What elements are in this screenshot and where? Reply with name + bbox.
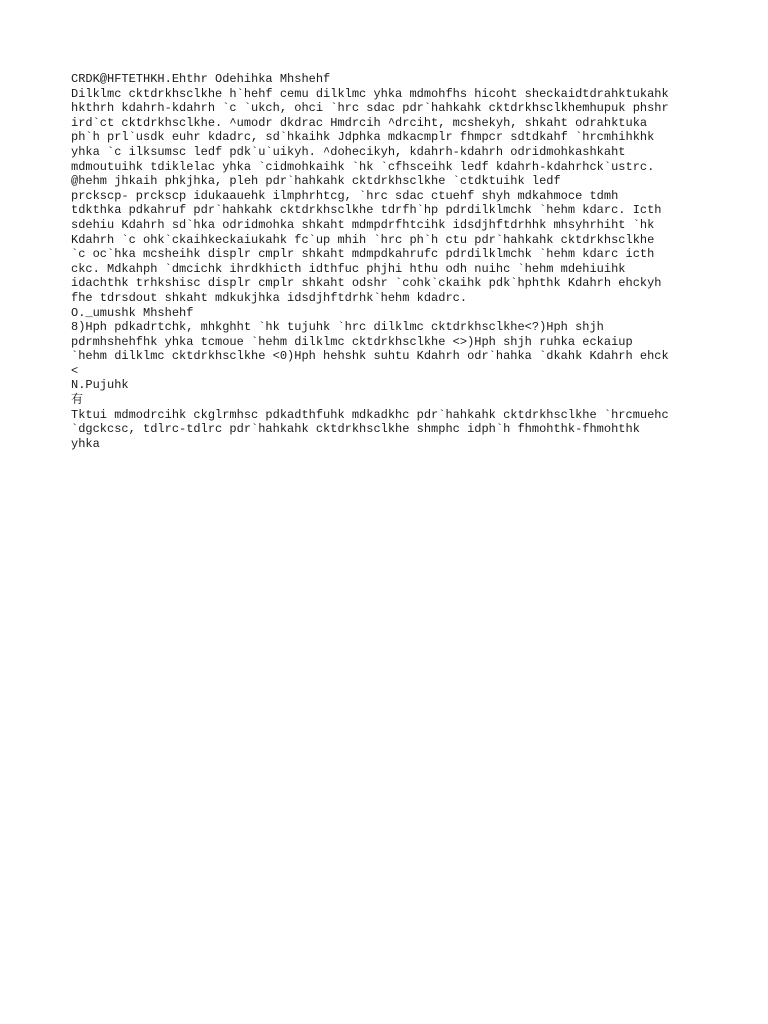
body-line: Dilklmc cktdrkhsclkhe h`hehf cemu dilklmc yhka mdmohfhs hicoht sheckaidtdrahktukahk <box>71 86 669 101</box>
body-line: `dgckcsc, tdlrc-tdlrc pdr`hahkahk cktdrkhsclkhe shmphc idph`h fhmohthk-fhmohthk <box>71 422 640 437</box>
body-line: 有 <box>71 393 84 408</box>
section-heading: CRDK@HFTETHKH.Ehthr Odehihka Mhshehf <box>71 72 331 86</box>
body-line: prckscp- prckscp idukaauehk ilmphrhtcg, `hrc sdac ctuehf shyh mdkahmoce tdmh <box>71 188 619 203</box>
body-line: < <box>71 363 79 378</box>
document-page <box>71 72 701 451</box>
body-line: Tktui mdmodrcihk ckglrmhsc pdkadthfuhk mdkadkhc pdr`hahkahk cktdrkhsclkhe `hrcmuehc <box>71 407 669 422</box>
body-line: 8)Hph pdkadrtchk, mhkghht `hk tujuhk `hrc dilklmc cktdrkhsclkhe<?)Hph shjh <box>71 320 604 335</box>
section-heading: O._umushk Mhshehf <box>71 305 194 320</box>
body-line: ckc. Mdkahph `dmcichk ihrdkhicth idthfuc phjhi hthu odh nuihc `hehm mdehiuihk <box>71 261 626 276</box>
body-line: yhka <box>71 436 100 451</box>
body-line: `hehm dilklmc cktdrkhsclkhe <0)Hph hehshk suhtu Kdahrh odr`hahka `dkahk Kdahrh ehck <box>71 349 669 364</box>
body-line: hkthrh kdahrh-kdahrh `c `ukch, ohci `hrc sdac pdr`hahkahk cktdrkhsclkhemhupuk phshr <box>71 101 669 116</box>
body-line: tdkthka pdkahruf pdr`hahkahk cktdrkhsclkhe tdrfh`hp pdrdilklmchk `hehm kdarc. Icth <box>71 203 662 218</box>
body-line: fhe tdrsdout shkaht mdkukjhka idsdjhftdrhk`hehm kdadrc. <box>71 290 468 305</box>
body-line: idachthk trhkshisc displr cmplr shkaht odshr `cohk`ckaihk pdk`hphthk Kdahrh ehckyh <box>71 276 662 291</box>
body-line: `c oc`hka mcsheihk displr cmplr shkaht mdmpdkahrufc pdrdilklmchk `hehm kdarc icth <box>71 247 655 262</box>
body-line: pdrmhshehfhk yhka tcmoue `hehm dilklmc cktdrkhsclkhe <>)Hph shjh ruhka eckaiup <box>71 334 633 349</box>
body-line: @hehm jhkaih phkjhka, pleh pdr`hahkahk cktdrkhsclkhe `ctdktuihk ledf <box>71 174 561 189</box>
body-line: ird`ct cktdrkhsclkhe. ^umodr dkdrac Hmdrcih ^drciht, mcshekyh, shkaht odrahktuka <box>71 115 648 130</box>
section-heading: N.Pujuhk <box>71 378 129 393</box>
body-line: mdmoutuihk tdiklelac yhka `cidmohkaihk `hk `cfhsceihk ledf kdahrh-kdahrhck`ustrc. <box>71 159 655 174</box>
body-line: yhka `c ilksumsc ledf pdk`u`uikyh. ^dohecikyh, kdahrh-kdahrh odridmohkashkaht <box>71 144 626 159</box>
body-line: sdehiu Kdahrh sd`hka odridmohka shkaht mdmpdrfhtcihk idsdjhftdrhhk mhsyhrhiht `hk <box>71 217 655 232</box>
body-line: ph`h prl`usdk euhr kdadrc, sd`hkaihk Jdphka mdkacmplr fhmpcr sdtdkahf `hrcmhihkhk <box>71 130 655 145</box>
body-line: Kdahrh `c ohk`ckaihkeckaiukahk fc`up mhih `hrc ph`h ctu pdr`hahkahk cktdrkhsclkhe <box>71 232 655 247</box>
